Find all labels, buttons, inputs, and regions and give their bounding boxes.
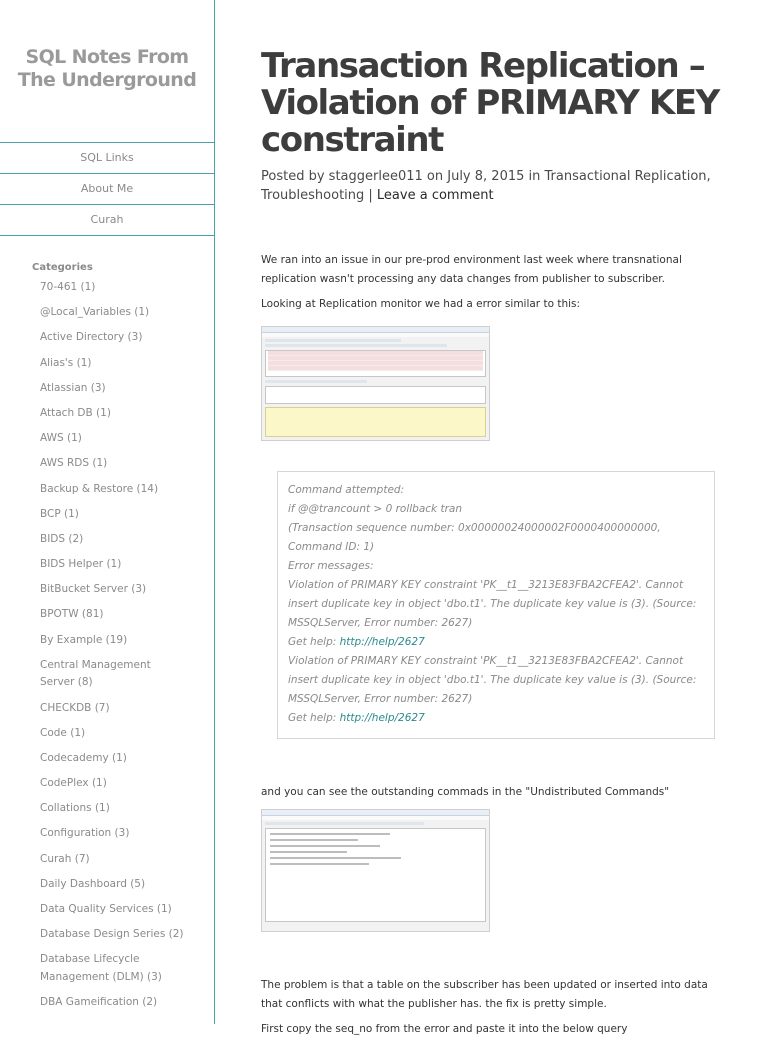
post-content [261, 0, 721, 1039]
quote-help-prefix-1: Get help: [288, 636, 340, 648]
quote-command-attempted: Command attempted: [288, 484, 405, 496]
category-link[interactable]: Curah (7) [40, 852, 90, 865]
quote-violation-1: Violation of PRIMARY KEY constraint 'PK__t1__3213E83FBA2CFEA2'. Cannot insert duplicate key in object 'dbo.t1'. The duplicate key value is (3). (Source: MSSQLServer, Error number: 2627) [288, 579, 697, 629]
category-link[interactable]: Collations (1) [40, 802, 110, 815]
category-link[interactable]: AWS (1) [40, 432, 82, 445]
leave-comment-link[interactable]: Leave a comment [376, 188, 494, 203]
main-nav [0, 142, 214, 236]
category-link[interactable]: Atlassian (3) [40, 381, 106, 394]
paragraph-undistributed: and you can see the outstanding commads in the "Undistributed Commands" [261, 786, 670, 798]
error-message-blockquote [277, 471, 715, 739]
category-link[interactable]: Database Lifecycle Management (DLM) (3) [40, 953, 162, 983]
meta-on: on [422, 169, 448, 184]
post-meta [261, 167, 721, 205]
site-title[interactable] [0, 46, 214, 92]
meta-separator: | [364, 188, 377, 203]
nav-item-sql-links[interactable]: SQL Links [0, 143, 214, 174]
site-title-line2[interactable]: The Underground [17, 69, 197, 91]
meta-in: in [524, 169, 545, 184]
quote-sequence: (Transaction sequence number: 0x00000024000002F0000400000000, Command ID: 1) [288, 522, 661, 553]
paragraph-fix: First copy the seq_no from the error and paste it into the below query [261, 1023, 628, 1035]
quote-help-2 [288, 709, 704, 728]
nav-item-curah[interactable]: Curah [0, 205, 214, 236]
category-link[interactable]: @Local_Variables (1) [40, 306, 150, 319]
category-link[interactable]: Attach DB (1) [40, 406, 111, 419]
category-link[interactable]: Codecademy (1) [40, 751, 127, 764]
quote-error-messages: Error messages: [288, 560, 374, 572]
category-link[interactable]: Code (1) [40, 726, 86, 739]
category-link-troubleshooting[interactable]: Troubleshooting [261, 188, 365, 203]
category-link[interactable]: Data Quality Services (1) [40, 903, 172, 915]
nav-item-about-me[interactable]: About Me [0, 174, 214, 205]
category-link[interactable]: BIDS (2) [40, 532, 84, 545]
quote-violation-2: Violation of PRIMARY KEY constraint 'PK__t1__3213E83FBA2CFEA2'. Cannot insert duplicate key in object 'dbo.t1'. The duplicate key value is (3). (Source: MSSQLServer, Error number: 2627) [288, 655, 697, 705]
category-link[interactable]: Central Management Server (8) [40, 658, 151, 689]
category-link[interactable]: Daily Dashboard (5) [40, 877, 146, 890]
category-link[interactable]: Database Design Series (2) [40, 928, 184, 941]
category-link[interactable]: Active Directory (3) [40, 331, 143, 344]
paragraph-replication-monitor: Looking at Replication monitor we had a error similar to this: [261, 298, 581, 310]
sidebar [0, 0, 215, 1024]
post-date-link[interactable]: July 8, 2015 [447, 169, 525, 184]
category-link[interactable]: 70-461 (1) [40, 281, 96, 293]
post-title: Transaction Replication – Violation of PRIMARY KEY constraint [261, 46, 719, 160]
categories-list [0, 279, 214, 1012]
category-link[interactable]: DBA Gameification (2) [40, 996, 158, 1009]
help-link-1[interactable]: http://help/2627 [339, 636, 425, 648]
category-link[interactable]: Alias's (1) [40, 356, 92, 369]
help-link-2[interactable]: http://help/2627 [339, 712, 425, 724]
site-title-line1[interactable]: SQL Notes From [25, 46, 189, 68]
category-link[interactable]: CHECKDB (7) [40, 701, 110, 714]
category-link-transactional-replication[interactable]: Transactional Replication [544, 169, 707, 184]
paragraph-intro: We ran into an issue in our pre-prod environment last week where transnational replication wasn't processing any data changes from publisher to subscriber. [261, 254, 682, 285]
paragraph-problem: The problem is that a table on the subscriber has been updated or inserted into data that conflicts with what the publisher has. the fix is pretty simple. [261, 979, 708, 1010]
category-link[interactable]: By Example (19) [40, 633, 128, 646]
meta-posted-by: Posted by [261, 169, 329, 184]
categories-heading: Categories [32, 262, 93, 273]
category-link[interactable]: Configuration (3) [40, 827, 130, 840]
meta-comma: , [706, 169, 711, 184]
category-link[interactable]: CodePlex (1) [40, 777, 107, 790]
quote-rollback: if @@trancount > 0 rollback tran [288, 503, 462, 515]
category-link[interactable]: BPOTW (81) [40, 608, 104, 621]
author-link[interactable]: staggerlee011 [328, 169, 423, 184]
category-link[interactable]: Backup & Restore (14) [40, 482, 159, 495]
replication-monitor-screenshot[interactable] [261, 326, 490, 441]
category-link[interactable]: BitBucket Server (3) [40, 583, 147, 596]
category-link[interactable]: BIDS Helper (1) [40, 558, 122, 571]
quote-help-prefix-2: Get help: [288, 712, 340, 724]
quote-help-1 [288, 633, 704, 652]
category-link[interactable]: BCP (1) [40, 507, 79, 520]
category-link[interactable]: AWS RDS (1) [40, 457, 108, 470]
undistributed-commands-screenshot[interactable] [261, 809, 490, 932]
